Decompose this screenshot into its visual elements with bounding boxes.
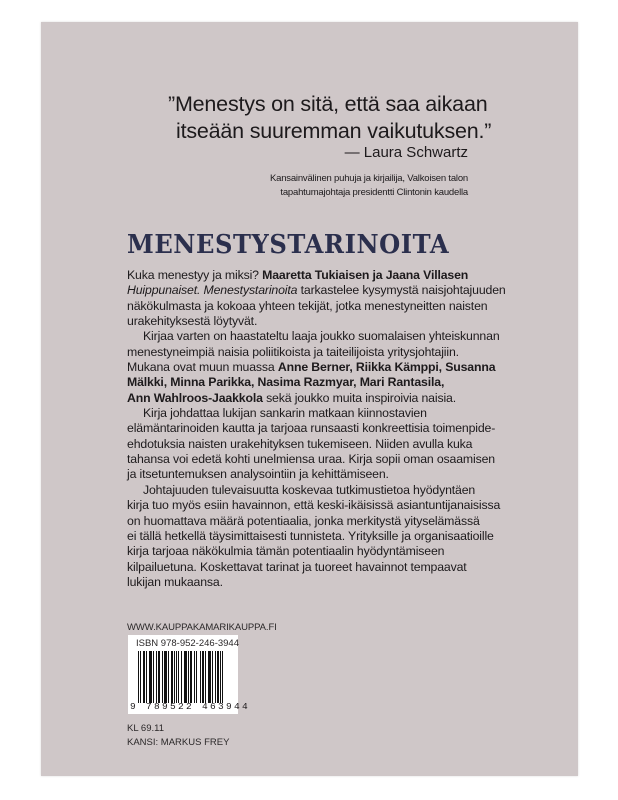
book-title-italic: Huippunaiset. Menestystarinoita (127, 283, 298, 298)
quote-line-1: ”Menestys on sitä, että saa aikaan (168, 92, 488, 116)
blurb-text: sekä joukko muita inspiroivia naisia. (262, 390, 456, 405)
blurb-text: menestyneimpiä naisia poliitikoista ja taiteilijoista yritysjohtajiin. (127, 344, 459, 359)
blurb-paragraph-3 (127, 406, 496, 483)
blurb-text: kirja tuo myös esiin havainnon, että keski-ikäisissä asiantuntijanaisissa (127, 498, 501, 513)
attribution-description-line-2: tapahtumajohtaja presidentti Clintonin kaudella (280, 187, 468, 198)
quote (168, 91, 528, 145)
blurb-text: urakehityksestä löytyvät. (127, 314, 258, 329)
blurb-text: tarkastelee kysymystä naisjohtajuuden (297, 283, 506, 298)
blurb-text: on huomattava määrä potentiaalia, jonka merkitystä yityselämässä (127, 513, 480, 528)
attribution-description (250, 172, 468, 200)
blurb-text: Kirja johdattaa lukijan sankarin matkaan kiinnostavien (143, 406, 427, 421)
book-title: MENESTYSTARINOITA (127, 230, 450, 260)
barcode-digits: 9 789522 463944 (130, 701, 251, 712)
isbn-number: ISBN 978-952-246-3944 (136, 638, 239, 649)
blurb-text: ja itsetuntemuksen analysointiin ja kehittämiseen. (127, 467, 389, 482)
blurb-text: kirja tarjoaa näkökulmia tämän potentiaalin hyödyntämiseen (127, 544, 445, 559)
blurb-text: Kuka menestyy ja miksi? (127, 268, 263, 282)
blurb-text: lukijan mukaansa. (127, 574, 223, 589)
blurb-text: kilpailuetuna. Koskettavat tarinat ja tuoreet havainnot tempaavat (127, 559, 467, 574)
isbn-barcode (128, 635, 251, 714)
publisher-website: WWW.KAUPPAKAMARIKAUPPA.FI (127, 622, 277, 633)
blurb-text: ei tällä hetkellä täysimittaisesti tunnisteta. Yrityksille ja organisaatioille (127, 528, 494, 543)
blurb-paragraph-4 (127, 482, 501, 590)
blurb-text: elämäntarinoiden kautta ja tarjoaa runsaasti konkreettisia toimenpide- (127, 421, 496, 436)
blurb-text: tahansa voi edetä kohti unelmiensa uraa. Kirja sopii oman osaamisen (127, 452, 495, 467)
attribution-description-line-1: Kansainvälinen puhuja ja kirjailija, Valkoisen talon (269, 173, 468, 184)
cover-credit: KANSI: MARKUS FREY (127, 737, 230, 748)
blurb-text: ehdotuksia naisten urakehityksen tukemiseen. Niiden avulla kuka (127, 436, 473, 451)
blurb-text: Johtajuuden tulevaisuutta koskevaa tutkimustietoa hyödyntäen (143, 482, 476, 497)
barcode-bars-icon (138, 651, 232, 703)
blurb-text: Kirjaa varten on haastateltu laaja joukko suomalaisen yhteiskunnan (143, 329, 500, 344)
blurb (127, 268, 506, 590)
interviewee-names: Anne Berner, Riikka Kämppi, Susanna (277, 360, 496, 375)
quote-line-2: itseään suuremman vaikutuksen.” (176, 119, 492, 143)
author-names: Maaretta Tukiaisen ja Jaana Villasen (262, 268, 469, 282)
blurb-paragraph-1 (127, 268, 506, 329)
blurb-text: Mukana ovat muun muassa (127, 360, 278, 375)
library-classification: KL 69.11 (127, 723, 164, 734)
blurb-text: näkökulmasta ja kokoaa yhteen tekijät, jotka menestyneitten naisten (127, 298, 488, 313)
interviewee-names: Mälkki, Minna Parikka, Nasima Razmyar, Mari Rantasila, (127, 375, 445, 390)
quote-attribution: — Laura Schwartz (344, 144, 468, 161)
blurb-paragraph-2 (127, 329, 500, 406)
interviewee-names: Ann Wahlroos-Jaakkola (127, 390, 263, 405)
